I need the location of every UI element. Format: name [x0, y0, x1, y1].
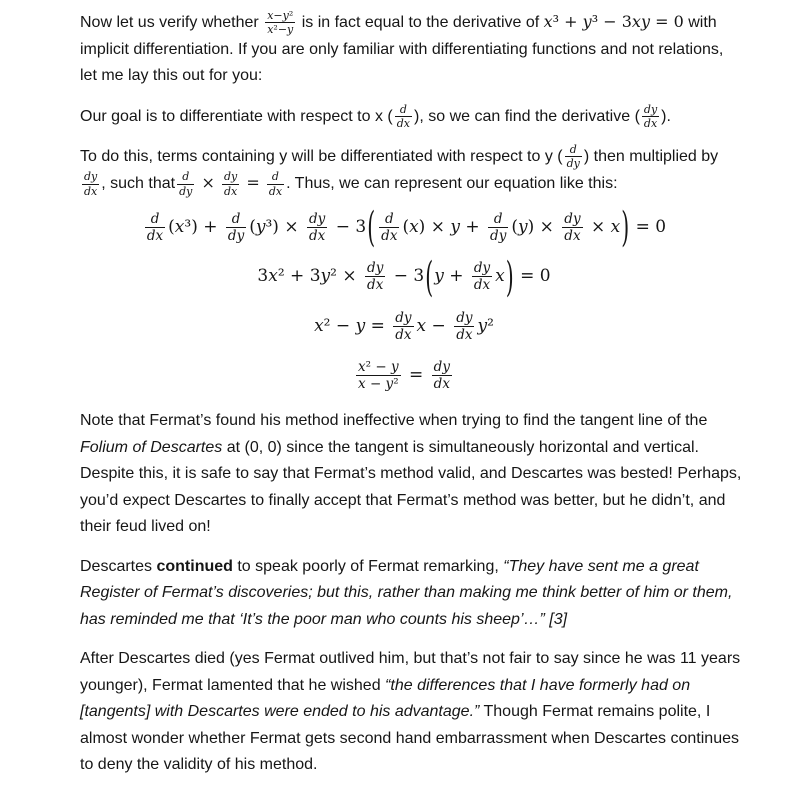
equation-4 — [80, 359, 728, 392]
body-text: . Thus, we can represent our equation like this: — [286, 175, 618, 193]
body-text: Descartes — [80, 557, 157, 575]
inline-math: (x³) + — [168, 217, 218, 238]
inline-math: 3x² + 3y² × — [257, 266, 357, 287]
inline-math: x — [495, 266, 505, 287]
body-text: , such that — [101, 175, 176, 193]
italic-text: “They have sent me a great Register of Fermat’s discoveries; but this, rather than making me think better of him or them, has reminded me that ‘It’s the poor man who counts his sheep’…” [3] — [80, 557, 733, 628]
fraction: $\frac{dy}{dx}$ — [395, 309, 412, 343]
inline-math: x − — [416, 315, 446, 336]
fraction: $\frac{d}{dy}$ — [179, 170, 193, 198]
inline-math: = — [409, 365, 424, 386]
fraction: $\frac{dy}{dx}$ — [367, 260, 384, 294]
inline-math: y + — [434, 266, 464, 287]
fraction: $\frac{\text{x² − y}}{\text{x − y²}}$ — [358, 358, 399, 393]
fraction: $\frac{d}{dx}$ — [381, 210, 398, 245]
fraction: $\frac{dy}{dx}$ — [473, 260, 491, 294]
fraction: $\frac{dy}{dx}$ — [223, 170, 238, 198]
inline-math: x² − y = — [314, 315, 385, 336]
body-text: to speak poorly of Fermat remarking, — [232, 557, 504, 575]
body-text: Our goal is to differentiate with respect to x ( — [80, 107, 393, 125]
fraction: $\frac{dy}{dx}$ — [643, 102, 658, 130]
fraction: $\frac{d}{dy}$ — [566, 142, 580, 171]
big-parenthesis: ( — [425, 252, 434, 301]
body-text: To do this, terms containing y will be differentiated with respect to y ( — [80, 147, 563, 165]
italic-text: “the differences that I have formerly had on [tangents] with Descartes were ended to his advantage.” — [80, 676, 691, 721]
inline-math: = 0 — [635, 217, 667, 238]
fraction: $\frac{d}{dy}$ — [490, 210, 507, 245]
inline-math: = — [246, 173, 260, 193]
fraction: $\frac{dy}{dx}$ — [433, 358, 450, 393]
inline-math: x³ + y³ − 3xy = 0 — [543, 12, 684, 31]
inline-math: × — [201, 173, 215, 193]
inline-math: = 0 — [520, 266, 551, 287]
body-text: Note that Fermat’s found his method ineffective when trying to find the tangent line of the — [80, 412, 708, 430]
equation-2 — [80, 252, 728, 301]
body-text: ), so we can find the derivative ( — [414, 107, 640, 125]
para-descartes-quote — [80, 554, 742, 634]
body-text: Now let us verify whether — [80, 14, 264, 31]
body-text: Though Fermat remains polite, I almost wonder whether Fermat gets second hand embarrassment when Descartes continues to deny the validity of his method. — [80, 703, 739, 774]
fraction: $\frac{dy}{dx}$ — [564, 210, 581, 245]
big-parenthesis: ) — [505, 252, 514, 301]
fraction: $\frac{dy}{dx}$ — [309, 210, 326, 245]
para-note — [80, 408, 742, 541]
italic-text: Folium of Descartes — [80, 438, 223, 456]
fraction: $\frac{\text{x−y²}}{\text{x²−y}}$ — [267, 9, 294, 37]
big-parenthesis: ( — [367, 203, 376, 252]
inline-math: × x — [591, 217, 621, 238]
inline-math: (x) × y + — [402, 217, 480, 238]
fraction: $\frac{d}{dy}$ — [227, 210, 245, 245]
inline-math: − 3 — [335, 217, 367, 238]
equation-1 — [80, 203, 728, 252]
inline-math: − 3 — [393, 266, 425, 287]
inline-math: (y³) × — [249, 217, 299, 238]
para-goal — [80, 103, 742, 130]
body-text: ) then multiplied by — [583, 147, 719, 165]
para-method — [80, 143, 742, 198]
equation-3 — [80, 310, 728, 343]
fraction: $\frac{d}{dx}$ — [146, 210, 164, 245]
fraction: $\frac{dy}{dx}$ — [84, 170, 98, 198]
bold-text: continued — [156, 557, 233, 575]
para-intro — [80, 9, 742, 90]
fraction: $\frac{dy}{dx}$ — [456, 309, 473, 343]
inline-math: y² — [477, 315, 494, 336]
body-text: After Descartes died (yes Fermat outlived him, but that’s not fair to say since he was 11 years younger), Fermat lamented that he wished — [80, 650, 741, 694]
body-text: with implicit differentiation. If you are only familiar with differentiating functions and not relations, let me lay this out for you: — [80, 14, 724, 84]
body-text: is in fact equal to the derivative of — [297, 14, 544, 31]
fraction: $\frac{d}{dx}$ — [396, 102, 411, 130]
big-parenthesis: ) — [621, 203, 630, 252]
inline-math: (y) × — [511, 217, 554, 238]
body-text: at (0, 0) since the tangent is simultaneously horizontal and vertical. Despite this, it is safe to say that Fermat’s method valid, and Descartes was bested! Perhaps, you’d expect Descartes to finally accept that Fermat’s method was better, but he didn’t, and their feud lived on! — [80, 438, 742, 536]
body-text: ). — [661, 107, 671, 125]
para-after-death — [80, 646, 742, 779]
fraction: $\frac{d}{dx}$ — [268, 170, 283, 198]
